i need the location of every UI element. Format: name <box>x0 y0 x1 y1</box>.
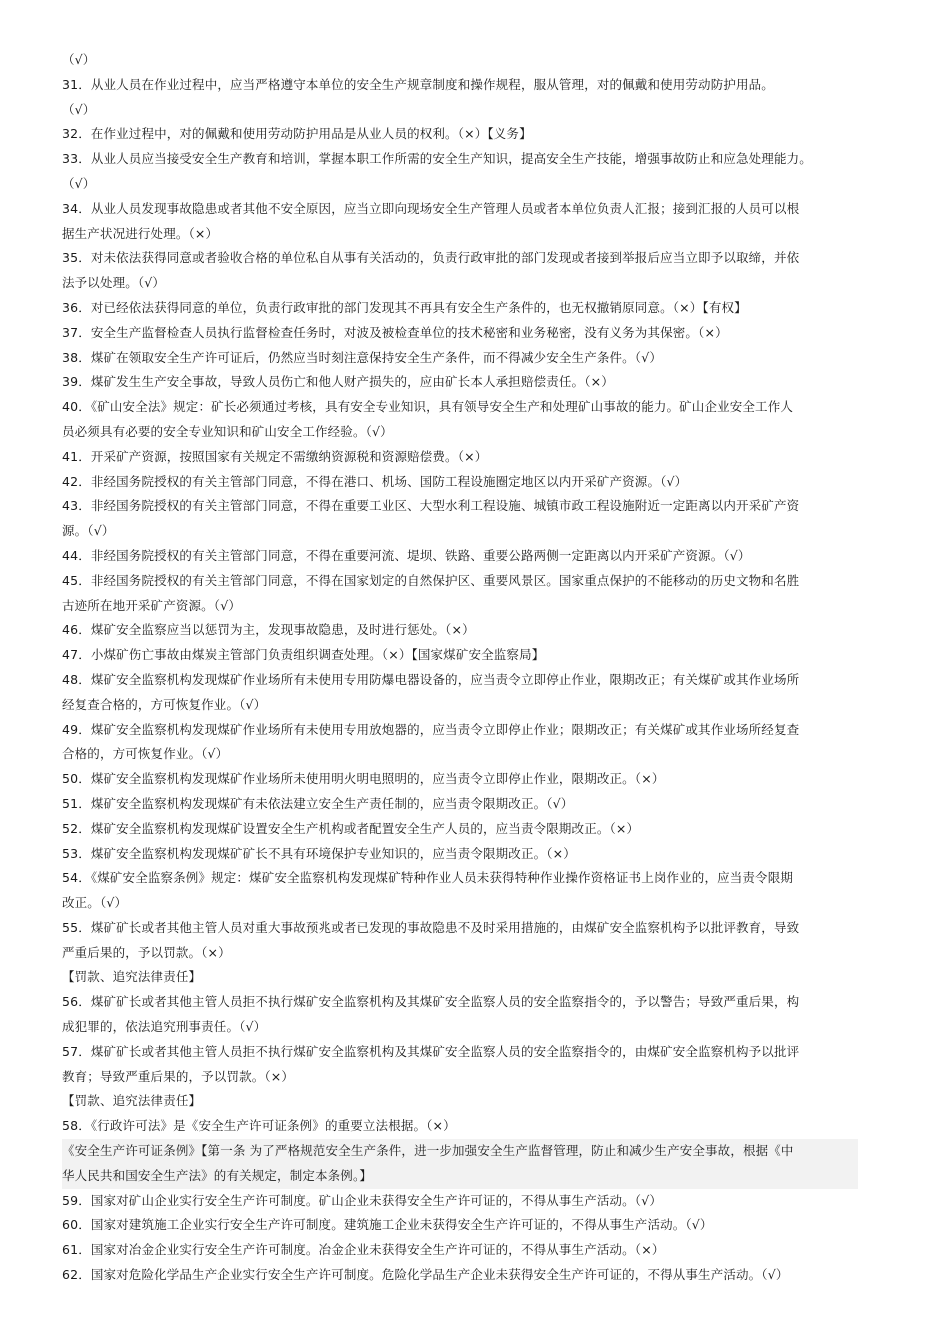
text-line: 48．煤矿安全监察机构发现煤矿作业场所有未使用专用防爆电器设备的，应当责令立即停止作业，限期改正；有关煤矿或其作业场所 <box>62 671 800 687</box>
text-line: 源。（√） <box>62 523 115 539</box>
text-line: 古迹所在地开采矿产资源。（√） <box>62 597 241 613</box>
text-line: 47．小煤矿伤亡事故由煤炭主管部门负责组织调查处理。（×）【国家煤矿安全监察局】 <box>62 647 545 663</box>
text-line: （√） <box>62 52 96 67</box>
text-line: 35．对未依法获得同意或者验收合格的单位私自从事有关活动的，负责行政审批的部门发现或者接到举报后应当立即予以取缔，并依 <box>62 250 800 266</box>
text-line: 【罚款、追究法律责任】 <box>62 969 202 985</box>
text-line: 法予以处理。（√） <box>62 275 166 291</box>
text-line: 56．煤矿矿长或者其他主管人员拒不执行煤矿安全监察机构及其煤矿安全监察人员的安全监察指令的，予以警告；导致严重后果，构 <box>62 994 800 1010</box>
text-line: 42．非经国务院授权的有关主管部门同意，不得在港口、机场、国防工程设施圈定地区以内开采矿产资源。（√） <box>62 473 688 489</box>
text-line: 43．非经国务院授权的有关主管部门同意，不得在重要工业区、大型水利工程设施、城镇市政工程设施附近一定距离以内开采矿产资 <box>62 498 800 514</box>
text-line: 45．非经国务院授权的有关主管部门同意，不得在国家划定的自然保护区、重要风景区。国家重点保护的不能移动的历史文物和名胜 <box>62 572 800 588</box>
text-line: 40．《矿山安全法》规定：矿长必须通过考核，具有安全专业知识，具有领导安全生产和处理矿山事故的能力。矿山企业安全工作人 <box>62 399 794 415</box>
text-line: 据生产状况进行处理。（×） <box>62 225 219 241</box>
text-line: （√） <box>62 175 96 191</box>
text-line: 合格的，方可恢复作业。（√） <box>62 746 229 762</box>
text-line: 58．《行政许可法》是《安全生产许可证条例》的重要立法根据。（×） <box>62 1118 456 1134</box>
text-line: 员必须具有必要的安全专业知识和矿山安全工作经验。（√） <box>62 423 393 439</box>
text-line: 39．煤矿发生生产安全事故，导致人员伤亡和他人财产损失的，应由矿长本人承担赔偿责任。（×） <box>62 374 614 390</box>
text-line: 37．安全生产监督检查人员执行监督检查任务时，对波及被检查单位的技术秘密和业务秘密，没有义务为其保密。（×） <box>62 324 728 340</box>
text-line: 32．在作业过程中，对的佩戴和使用劳动防护用品是从业人员的权利。（×）【义务】 <box>62 126 532 142</box>
text-line: 54．《煤矿安全监察条例》规定：煤矿安全监察机构发现煤矿特种作业人员未获得特种作业操作资格证书上岗作业的，应当责令限期 <box>62 870 794 886</box>
text-line: 严重后果的，予以罚款。（×） <box>62 944 231 960</box>
text-line: 44．非经国务院授权的有关主管部门同意，不得在重要河流、堤坝、铁路、重要公路两侧一定距离以内开采矿产资源。（√） <box>62 547 751 563</box>
text-line: 36．对已经依法获得同意的单位，负责行政审批的部门发现其不再具有安全生产条件的，也无权撤销原同意。（×）【有权】 <box>62 299 747 315</box>
text-line: 61．国家对冶金企业实行安全生产许可制度。冶金企业未获得安全生产许可证的，不得从事生产活动。（×） <box>62 1242 665 1258</box>
text-line: 59．国家对矿山企业实行安全生产许可制度。矿山企业未获得安全生产许可证的，不得从事生产活动。（√） <box>62 1192 662 1208</box>
quoted-text-line: 《安全生产许可证条例》【第一条 为了严格规范安全生产条件，进一步加强安全生产监督管理，防止和减少生产安全事故，根据《中 <box>62 1139 858 1164</box>
text-line: 50．煤矿安全监察机构发现煤矿作业场所未使用明火明电照明的，应当责令立即停止作业，限期改正。（×） <box>62 771 665 787</box>
text-line: 33．从业人员应当接受安全生产教育和培训，掌握本职工作所需的安全生产知识，提高安全生产技能，增强事故防止和应急处理能力。 <box>62 151 812 167</box>
text-line: 41．开采矿产资源，按照国家有关规定不需缴纳资源税和资源赔偿费。（×） <box>62 448 488 464</box>
quoted-text-line: 华人民共和国安全生产法》的有关规定，制定本条例。】 <box>62 1164 858 1189</box>
text-line: 改正。（√） <box>62 895 128 911</box>
text-line: 55．煤矿矿长或者其他主管人员对重大事故预兆或者已发现的事故隐患不及时采用措施的，由煤矿安全监察机构予以批评教育，导致 <box>62 919 800 935</box>
text-line: （√） <box>62 101 96 117</box>
text-line: 教育；导致严重后果的，予以罚款。（×） <box>62 1068 295 1084</box>
text-line: 60．国家对建筑施工企业实行安全生产许可制度。建筑施工企业未获得安全生产许可证的，不得从事生产活动。（√） <box>62 1217 713 1233</box>
text-line: 31．从业人员在作业过程中，应当严格遵守本单位的安全生产规章制度和操作规程，服从管理，对的佩戴和使用劳动防护用品。 <box>62 76 774 92</box>
text-line: 53．煤矿安全监察机构发现煤矿矿长不具有环境保护专业知识的，应当责令限期改正。（×） <box>62 845 576 861</box>
text-line: 49．煤矿安全监察机构发现煤矿作业场所有未使用专用放炮器的，应当责令立即停止作业；限期改正；有关煤矿或其作业场所经复查 <box>62 721 800 737</box>
text-line: 62．国家对危险化学品生产企业实行安全生产许可制度。危险化学品生产企业未获得安全生产许可证的，不得从事生产活动。（√） <box>62 1267 789 1283</box>
text-line: 34．从业人员发现事故隐患或者其他不安全原因，应当立即向现场安全生产管理人员或者本单位负责人汇报；接到汇报的人员可以根 <box>62 200 800 216</box>
text-line: 【罚款、追究法律责任】 <box>62 1093 202 1109</box>
text-line: 成犯罪的，依法追究刑事责任。（√） <box>62 1019 267 1035</box>
text-line: 46．煤矿安全监察应当以惩罚为主，发现事故隐患，及时进行惩处。（×） <box>62 622 475 638</box>
text-line: 52．煤矿安全监察机构发现煤矿设置安全生产机构或者配置安全生产人员的，应当责令限期改正。（×） <box>62 820 640 836</box>
text-line: 57．煤矿矿长或者其他主管人员拒不执行煤矿安全监察机构及其煤矿安全监察人员的安全监察指令的，由煤矿安全监察机构予以批评 <box>62 1043 800 1059</box>
text-line: 经复查合格的，方可恢复作业。（√） <box>62 696 267 712</box>
text-line: 38．煤矿在领取安全生产许可证后，仍然应当时刻注意保持安全生产条件，而不得减少安全生产条件。（√） <box>62 349 662 365</box>
text-line: 51．煤矿安全监察机构发现煤矿有未依法建立安全生产责任制的，应当责令限期改正。（√） <box>62 795 574 811</box>
